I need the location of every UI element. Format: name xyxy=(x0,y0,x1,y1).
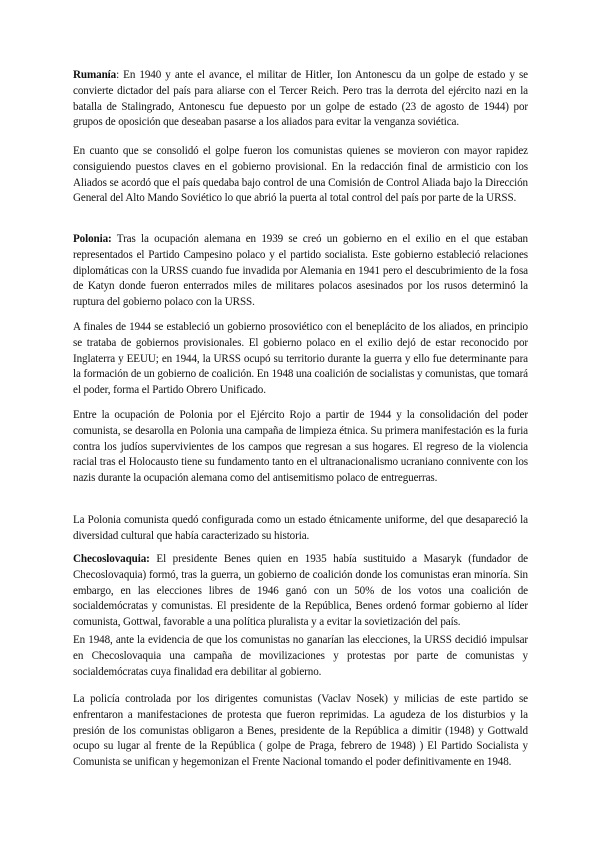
paragraph-text: Tras la ocupación alemana en 1939 se creó un gobierno en el exilio en el que estaban representados el Partido Campesino polaco y el partido socialista. Este gobierno estableció relaciones diplomáticas con la URSS cuando fue invadida por Alemania en 1941 pero el descubrimiento de la fosa de Katyn donde fueron enterrados miles de militares polacos asesinados por los rusos determinó la ruptura del gobierno polaco con la URSS. xyxy=(73,233,528,309)
paragraph-text: La Polonia comunista quedó configurada como un estado étnicamente uniforme, del que desapareció la diversidad cultural que había caracterizado su historia. xyxy=(73,514,528,542)
paragraph-polonia-4 xyxy=(73,513,528,545)
paragraph-polonia-3 xyxy=(73,408,528,487)
heading-polonia: Polonia: xyxy=(73,233,112,245)
paragraph-text: Entre la ocupación de Polonia por el Ejército Rojo a partir de 1944 y la consolidación del poder comunista, se desarolla en Polonia una campaña de limpieza étnica. Su primera manifestación es la furia contra los judíos supervivientes de los campos que regresan a sus hogares. El regreso de la violencia racial tras el Holocausto tiene su fundamento tanto en el ultranacionalismo ucraniano connivente con los nazis durante la ocupación alemana como del antisemitismo polaco de entreguerras. xyxy=(73,409,528,485)
paragraph-text: El presidente Benes quien en 1935 había sustituido a Masaryk (fundador de Checoslovaquia) formó, tras la guerra, un gobierno de coalición donde los comunistas eran minoría. Sin embargo, en las elecciones libres de 1946 ganó con un 50% de los votos una coalición de socialdemócratas y comunistas. El presidente de la República, Benes ordenó formar gobierno al líder comunista, Gottwal, favorable a una política pluralista y a evitar la sovietización del país. xyxy=(73,553,528,629)
paragraph-rumania xyxy=(73,68,528,131)
paragraph-text: En 1948, ante la evidencia de que los comunistas no ganarían las elecciones, la URSS decidió impulsar en Checoslovaquia una campaña de movilizaciones y protestas por parte de comunistas y socialdemócratas cuya finalidad era debilitar al gobierno. xyxy=(73,634,528,678)
heading-rumania: Rumanía xyxy=(73,69,117,81)
paragraph-rumania-2 xyxy=(73,144,528,207)
heading-checoslovaquia: Checoslovaquia: xyxy=(73,553,150,565)
paragraph-text: En cuanto que se consolidó el golpe fueron los comunistas quienes se movieron con mayor rapidez consiguiendo puestos claves en el gobierno provisional. En la redacción final de armisticio con los Aliados se acordó que el país quedaba bajo control de una Comisión de Control Aliada bajo la Dirección General del Alto Mando Soviético lo que abrió la puerta al total control del país por parte de la URSS. xyxy=(73,145,528,205)
paragraph-checoslovaquia-2 xyxy=(73,633,528,680)
paragraph-polonia xyxy=(73,232,528,311)
paragraph-polonia-2 xyxy=(73,320,528,399)
paragraph-text: : En 1940 y ante el avance, el militar de Hitler, Ion Antonescu da un golpe de estado y se convierte dictador del país para aliarse con el Tercer Reich. Pero tras la derrota del ejército nazi en la batalla de Stalingrado, Antonescu fue depuesto por un golpe de estado (23 de agosto de 1944) por grupos de oposición que deseaban pasarse a los aliados para evitar la venganza soviética. xyxy=(73,69,528,129)
paragraph-text: La policía controlada por los dirigentes comunistas (Vaclav Nosek) y milicias de este partido se enfrentaron a manifestaciones de protesta que fueron reprimidas. La agudeza de los disturbios y la presión de los comunistas obligaron a Benes, presidente de la República a dimitir (1948) y Gottwald ocupo su lugar al frente de la República ( golpe de Praga, febrero de 1948) ) El Partido Socialista y Comunista se unifican y hegemonizan el Frente Nacional tomando el poder definitivamente en 1948. xyxy=(73,693,528,769)
paragraph-checoslovaquia xyxy=(73,552,528,631)
paragraph-text: A finales de 1944 se estableció un gobierno prosoviético con el beneplácito de los aliados, en principio se trataba de gobiernos provisionales. El gobierno polaco en el exilio dejó de estar reconocido por Inglaterra y EEUU; en 1944, la URSS ocupó su territorio durante la guerra y ello fue determinante para la formación de un gobierno de coalición. En 1948 una coalición de socialistas y comunistas, que tomará el poder, forma el Partido Obrero Unificado. xyxy=(73,321,528,397)
paragraph-checoslovaquia-3 xyxy=(73,692,528,771)
